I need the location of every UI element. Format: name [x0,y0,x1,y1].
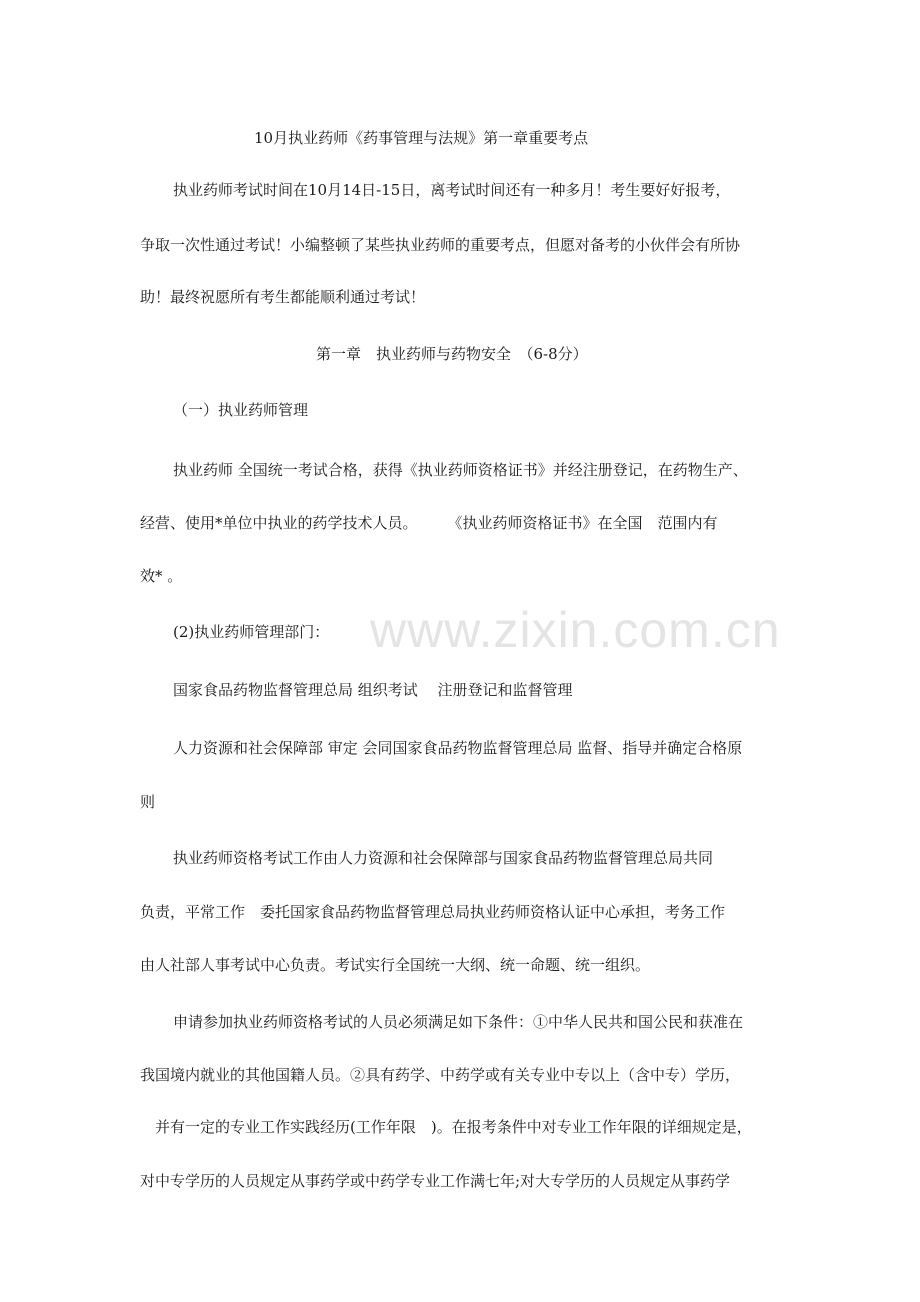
conditions-line-2: 我国境内就业的其他国籍人员。②具有药学、中药学或有关专业中专以上（含中专）学历， [140,1066,741,1084]
exam-work-line-3: 由人社部人事考试中心负责。考试实行全国统一大纲、统一命题、统一组织。 [140,956,651,974]
dept-line-2a: 人力资源和社会保障部 审定 会同国家食品药物监督管理总局 监督、指导并确定合格原 [173,739,743,757]
watermark: www.zixin.com.cn [370,602,781,658]
conditions-line-3: 并有一定的专业工作实践经历(工作年限 )。在报考条件中对专业工作年限的详细规定是， [155,1118,752,1136]
chapter-heading: 第一章 执业药师与药物安全 （6-8分） [316,345,588,363]
section-heading-2: (2)执业药师管理部门： [173,623,330,641]
definition-line-1: 执业药师 全国统一考试合格，获得《执业药师资格证书》并经注册登记，在药物生产、 [173,461,748,479]
definition-line-3: 效* 。 [140,567,183,585]
definition-line-2: 经营、使用*单位中执业的药学技术人员。 《执业药师资格证书》在全国 范围内有 [140,514,718,532]
exam-work-line-2: 负责，平常工作 委托国家食品药物监督管理总局执业药师资格认证中心承担，考务工作 [140,903,726,921]
exam-work-line-1: 执业药师资格考试工作由人力资源和社会保障部与国家食品药物监督管理总局共同 [173,849,714,867]
conditions-line-1: 申请参加执业药师资格考试的人员必须满足如下条件：①中华人民共和国公民和获准在 [173,1013,744,1031]
intro-line-1: 执业药师考试时间在10月14日-15日，离考试时间还有一种多月！考生要好好报考， [173,181,731,199]
dept-line-2b: 则 [140,793,156,811]
intro-line-3: 助！最终祝愿所有考生都能顺利通过考试！ [140,288,426,306]
dept-line-1: 国家食品药物监督管理总局 组织考试 注册登记和监督管理 [173,681,573,699]
conditions-line-4: 对中专学历的人员规定从事药学或中药学专业工作满七年;对大专学历的人员规定从事药学 [140,1172,731,1190]
intro-line-2: 争取一次性通过考试！小编整顿了某些执业药师的重要考点，但愿对备考的小伙伴会有所协 [140,236,741,254]
page-title: 10月执业药师《药事管理与法规》第一章重要考点 [254,129,589,147]
section-heading-1: （一）执业药师管理 [173,401,309,419]
